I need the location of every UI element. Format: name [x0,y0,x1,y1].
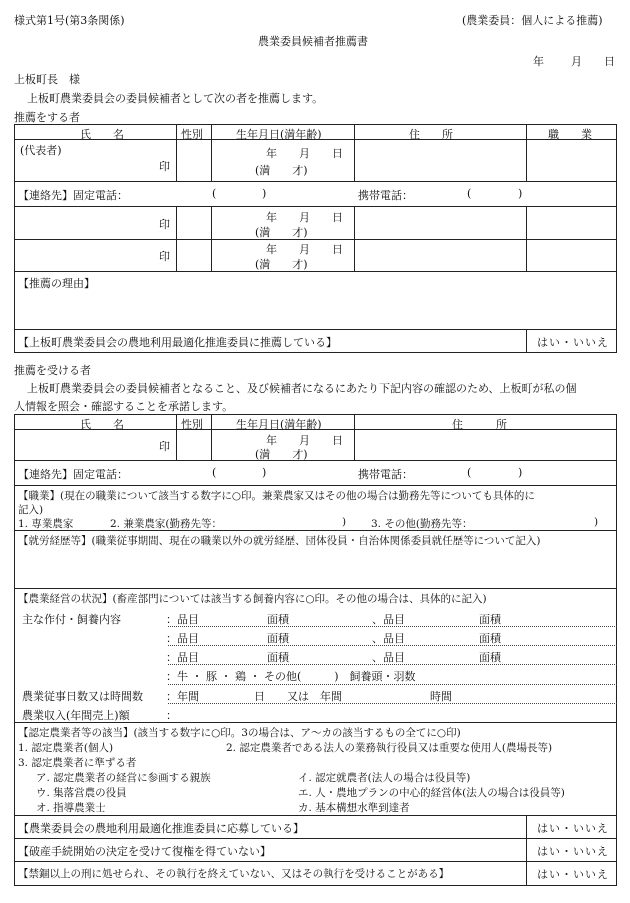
mobile-paren-close: ) [518,187,523,200]
question-prison: 【禁錮以上の刑に処せられ、その執行を終えていない、又はその執行を受けることがある】 [18,868,450,880]
work-days-label: 農業従事日数又は時間数 [22,690,143,703]
mobile-paren-close: ) [518,466,523,479]
certified-option-2[interactable]: 2. 認定農業者である法人の業務執行役員又は重要な使用人(農場長等) [226,742,553,754]
crop-item[interactable]: ：品目 [166,613,199,626]
page-title: 農業委員候補者推薦書 [258,35,368,48]
farm-status-label: 【農業経営の状況】(畜産部門については該当する飼養内容に○印。その他の場合は、具体的に記入) [18,593,487,605]
recommendee-section-title: 推薦を受ける者 [14,364,91,377]
phone-paren-open: ( [212,466,217,479]
certified-sub-i[interactable]: イ. 認定就農者(法人の場合は役員等) [298,772,471,784]
col-gender: 性別 [181,418,203,431]
certified-sub-u[interactable]: ウ. 集落営農の役員 [36,787,127,799]
seal-mark: 印 [159,250,170,263]
col-gender: 性別 [181,128,203,141]
income-field[interactable]: ： [166,709,177,722]
income-label: 農業収入(年間売上)額 [22,709,130,722]
certified-sub-o[interactable]: オ. 指導農業士 [36,802,106,814]
certified-option-3[interactable]: 3. 認定農業者に準ずる者 [18,757,137,769]
phone-paren-close: ) [262,466,267,479]
col-name: 氏 名 [80,128,124,141]
age-field[interactable]: (満 才) [255,226,308,239]
date-day: 日 [604,55,615,68]
seal-mark: 印 [159,160,170,173]
col-job: 職 業 [548,128,592,141]
question-bankrupt: 【破産手続開始の決定を受けて復権を得ていない】 [18,845,271,858]
col-birth: 生年月日(満年齢) [236,418,322,431]
crop-area[interactable]: 面積 [479,632,501,645]
col-birth: 生年月日(満年齢) [236,128,322,141]
form-category: (農業委員：個人による推薦) [462,14,603,27]
crop-area[interactable]: 面積 [479,651,501,664]
mobile-label: 携帯電話： [358,189,413,202]
intro-text: 上板町農業委員会の委員候補者として次の者を推薦します。 [27,92,324,105]
crop-item[interactable]: ：品目 [166,651,199,664]
col-address: 住 所 [452,418,507,431]
birth-date-field[interactable]: 年 月 日 [266,434,343,447]
occupation-option-2-close: ) [342,516,347,528]
occupation-option-2[interactable]: 2. 兼業農家(勤務先等： [110,518,222,530]
yes-no-choice[interactable]: はい・いいえ [537,822,609,835]
promoter-question: 【上板町農業委員会の農地利用最適化推進委員に推薦している】 [18,336,337,349]
mobile-paren-open: ( [467,187,472,200]
birth-date-field[interactable]: 年 月 日 [266,211,343,224]
consent-text: 人情報を照会・確認することを承諾します。 [14,400,234,413]
occupation-option-3-close: ) [594,516,599,528]
question-apply: 【農業委員会の農地利用最適化推進委員に応募している】 [18,822,304,835]
occupation-option-3[interactable]: 3. その他(勤務先等： [371,518,473,530]
reason-label: 【推薦の理由】 [18,277,95,290]
yes-no-choice[interactable]: はい・いいえ [537,845,609,858]
seal-mark: 印 [159,440,170,453]
mobile-label: 携帯電話： [358,468,413,481]
career-label: 【就労経歴等】(職業従事期間、現在の職業以外の就労経歴、団体役員・自治体関係委員就任歴等について記入) [18,535,541,547]
phone-paren-open: ( [212,187,217,200]
addressee: 上板町長 様 [14,73,80,86]
date-year: 年 [533,55,544,68]
occupation-label: 【職業】(現在の職業について該当する数字に○印。兼業農家又はその他の場合は勤務先等についても具体的に [18,490,535,502]
birth-date-field[interactable]: 年 月 日 [266,243,343,256]
col-name: 氏 名 [80,418,124,431]
crops-label: 主な作付・飼養内容 [22,613,121,626]
yes-no-choice[interactable]: はい・いいえ [537,336,609,349]
mobile-paren-open: ( [467,466,472,479]
crop-area[interactable]: 面積 [267,632,289,645]
contact-phone-label: 【連絡先】固定電話： [18,468,128,481]
seal-mark: 印 [159,218,170,231]
date-month: 月 [571,55,582,68]
crop-item[interactable]: 、品目 [372,651,405,664]
certified-option-1[interactable]: 1. 認定農業者(個人) [18,742,114,754]
occupation-label-cont: 記入) [18,504,44,516]
birth-date-field[interactable]: 年 月 日 [266,147,343,160]
age-field[interactable]: (満 才) [255,448,308,461]
certified-label: 【認定農業者等の該当】(該当する数字に○印。3の場合は、ア～カの該当するもの全てに○印) [18,727,461,739]
age-field[interactable]: (満 才) [255,164,308,177]
age-field[interactable]: (満 才) [255,258,308,271]
form-number: 様式第1号(第3条関係) [14,14,125,27]
occupation-option-1[interactable]: 1. 専業農家 [18,518,74,530]
crop-area[interactable]: 面積 [479,613,501,626]
crop-item[interactable]: 、品目 [372,632,405,645]
crop-area[interactable]: 面積 [267,651,289,664]
certified-sub-ka[interactable]: カ. 基本構想水準到達者 [298,802,410,814]
certified-sub-e[interactable]: エ. 人・農地プランの中心的経営体(法人の場合は役員等) [298,787,565,799]
col-address: 住 所 [409,128,453,141]
work-days-field[interactable]: ：年間 日 又は 年間 時間 [166,690,452,703]
contact-phone-label: 【連絡先】固定電話： [18,189,128,202]
livestock-options[interactable]: ：牛 ・ 豚 ・ 鶏 ・ その他( ) 飼養頭・羽数 [166,670,416,683]
consent-text: 上板町農業委員会の委員候補者となること、及び候補者になるにあたり下記内容の確認のため、上板町が私の個 [27,382,577,395]
yes-no-choice[interactable]: はい・いいえ [537,868,609,881]
crop-item[interactable]: ：品目 [166,632,199,645]
representative-label: (代表者) [20,144,62,157]
recommender-section-title: 推薦をする者 [14,111,80,124]
phone-paren-close: ) [262,187,267,200]
crop-area[interactable]: 面積 [267,613,289,626]
crop-item[interactable]: 、品目 [372,613,405,626]
certified-sub-a[interactable]: ア. 認定農業者の経営に参画する親族 [36,772,211,784]
